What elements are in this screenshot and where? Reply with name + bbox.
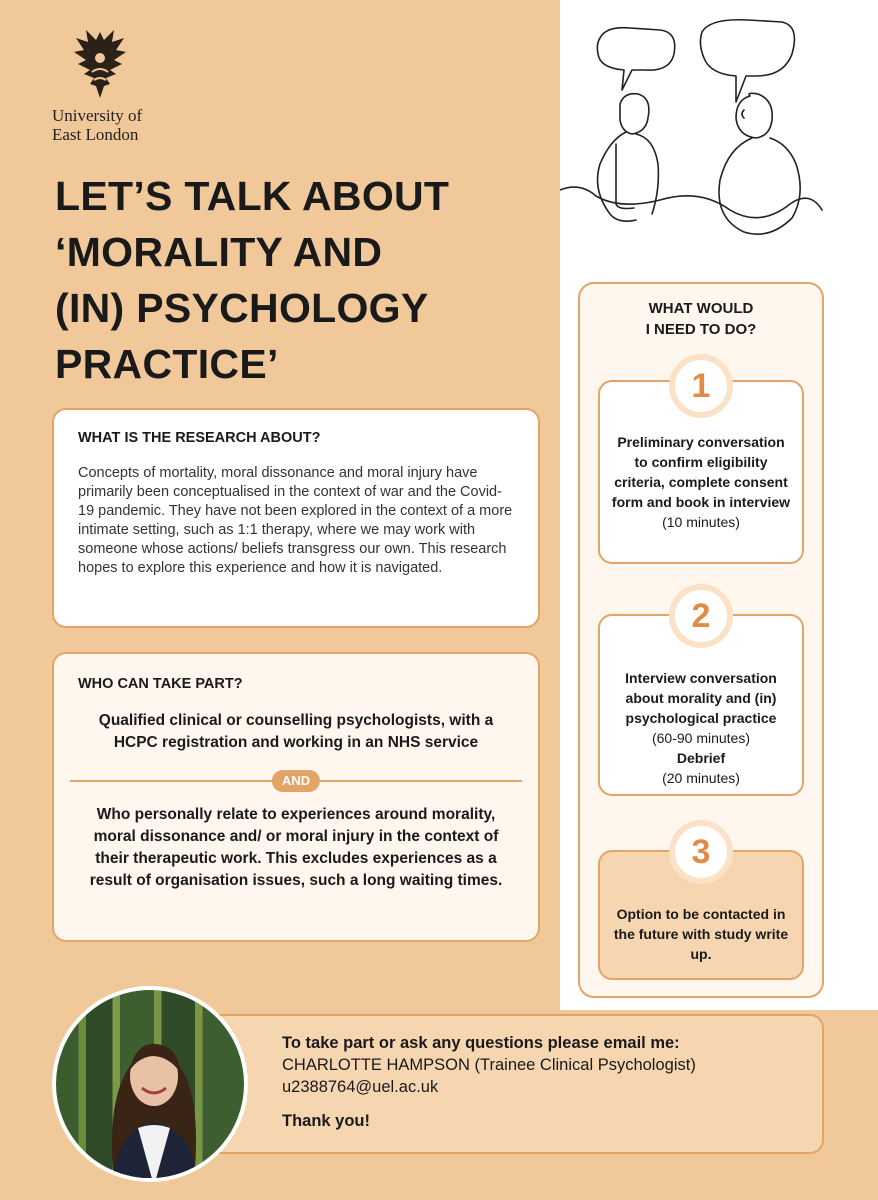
step-3-number: 3 <box>669 820 733 884</box>
title-line2: ‘MORALITY AND <box>55 229 383 275</box>
steps-panel <box>578 282 824 998</box>
contact-heading: To take part or ask any questions please email me: <box>282 1034 680 1052</box>
research-card <box>52 408 540 628</box>
research-heading: WHAT IS THE RESEARCH ABOUT? <box>78 430 321 446</box>
title-line4: PRACTICE’ <box>55 341 279 387</box>
step-1-duration: (10 minutes) <box>662 514 740 530</box>
steps-heading-line2: I NEED TO DO? <box>645 321 757 338</box>
step-2-duration: (60-90 minutes) <box>651 730 751 746</box>
title-line1: LET’S TALK ABOUT <box>55 173 450 219</box>
contact-name: CHARLOTTE HAMPSON (Trainee Clinical Psychologist) <box>282 1056 696 1074</box>
step-2-text: Interview conversation about morality and (in) psychological practice <box>625 670 777 726</box>
phoenix-crest-icon <box>70 28 130 100</box>
and-divider <box>70 770 522 792</box>
and-badge: AND <box>272 770 320 792</box>
step-2-debrief-duration: (20 minutes) <box>662 770 740 786</box>
contact-email[interactable]: u2388764@uel.ac.uk <box>282 1078 439 1096</box>
step-3-text: Option to be contacted in the future with study write up. <box>613 906 789 962</box>
steps-heading <box>580 298 822 340</box>
eligibility-heading: WHO CAN TAKE PART? <box>78 676 243 692</box>
title-line3: (IN) PSYCHOLOGY <box>55 285 429 331</box>
research-body: Concepts of mortality, moral dissonance and moral injury have primarily been conceptualised in the context of war and the Covid-19 pandemic. They have not been explored in the context of a more intimate setting, such as 1:1 therapy, where we may work with someone whose actions/ beliefs transgress our own. This research hopes to explore this experience and how it is navigated. <box>78 465 513 576</box>
person-photo-icon <box>56 990 248 1182</box>
university-logo <box>52 28 172 144</box>
two-people-talking-line-art <box>560 14 878 276</box>
step-2-debrief: Debrief <box>676 750 726 766</box>
step-1-text: Preliminary conversation to confirm eligibility criteria, complete consent form and book in interview <box>611 434 791 510</box>
logo-line2: East London <box>52 125 139 144</box>
researcher-photo <box>52 986 248 1182</box>
criteria-2: Who personally relate to experiences around morality, moral dissonance and/ or moral injury in the context of their therapeutic work. This excludes experiences as a result of organisation issues, such a long waiting times. <box>89 806 503 889</box>
eligibility-card <box>52 652 540 942</box>
poster-title <box>55 168 535 392</box>
contact-box <box>180 1014 824 1154</box>
thank-you: Thank you! <box>282 1112 371 1130</box>
criteria-1: Qualified clinical or counselling psychologists, with a HCPC registration and working in an NHS service <box>98 712 494 751</box>
university-name <box>52 106 172 144</box>
logo-line1: University of <box>52 106 143 125</box>
step-1-number: 1 <box>669 354 733 418</box>
steps-heading-line1: WHAT WOULD <box>648 300 754 317</box>
step-2-number: 2 <box>669 584 733 648</box>
